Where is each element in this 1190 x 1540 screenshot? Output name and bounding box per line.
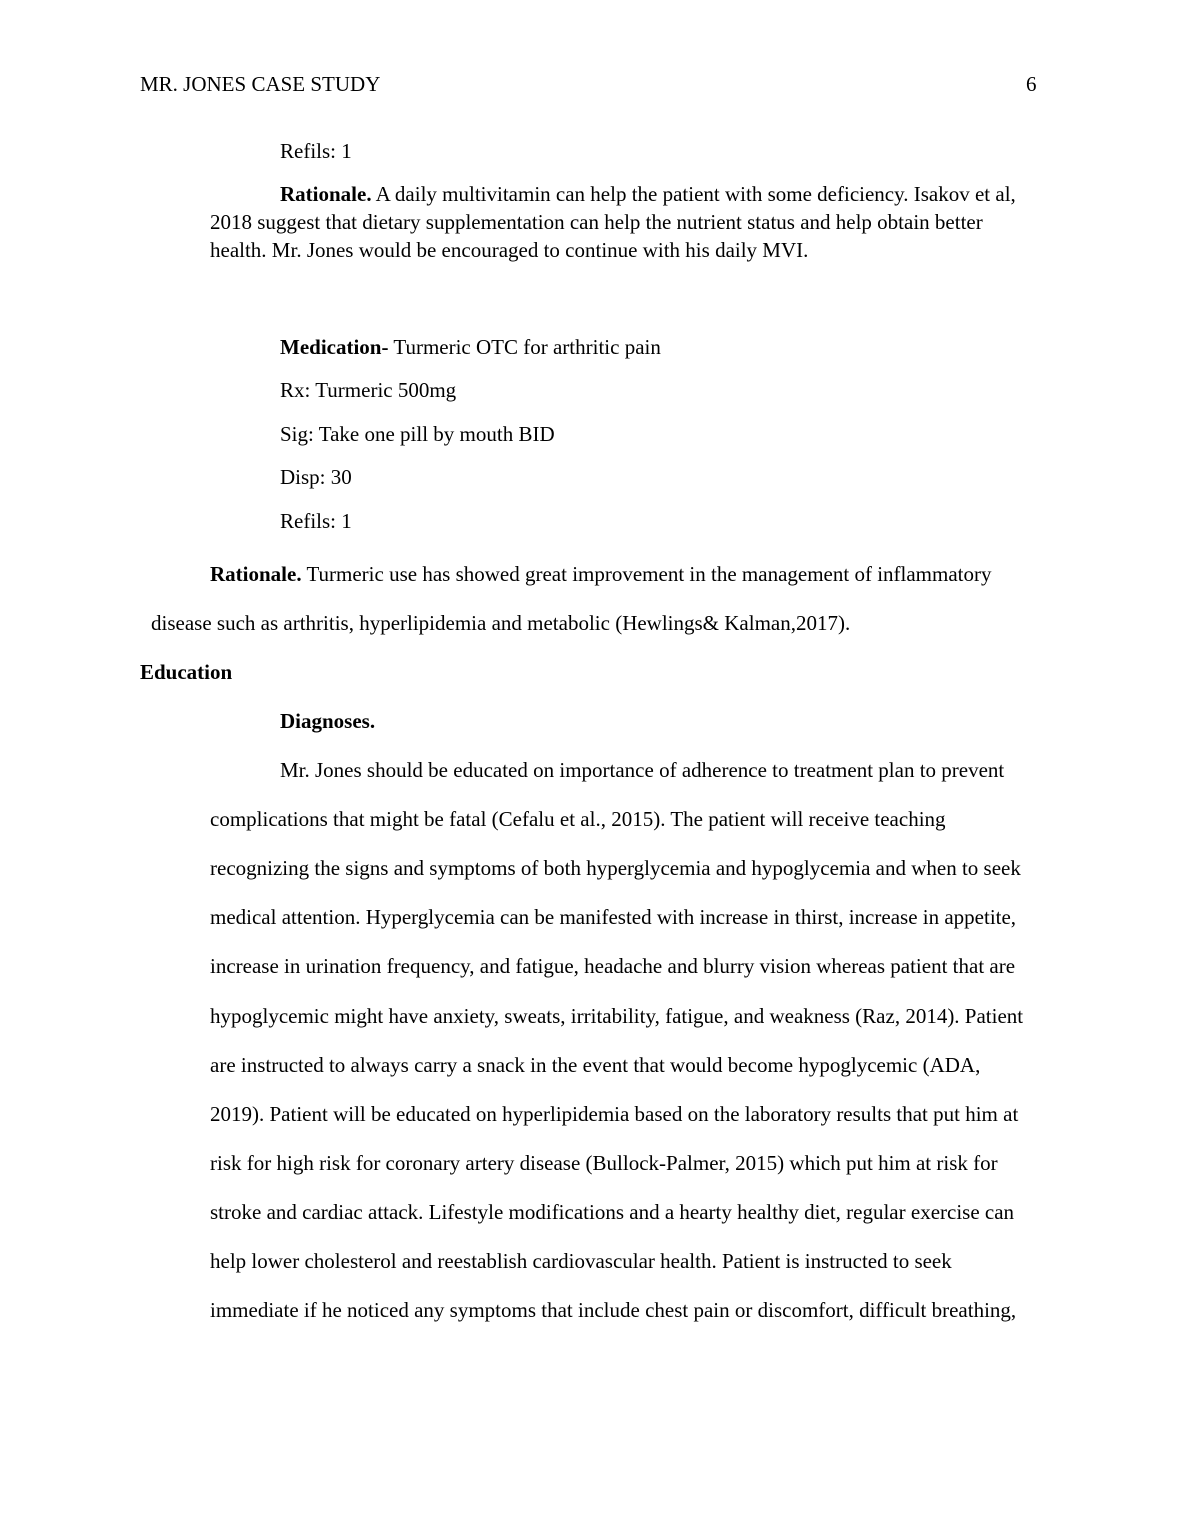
rationale-paragraph-line: [210, 560, 992, 588]
running-head: MR. JONES CASE STUDY: [140, 72, 381, 96]
education-paragraph-line: help lower cholesterol and reestablish cardiovascular health. Patient is instructed to seek: [210, 1249, 952, 1273]
rationale-paragraph-line: disease such as arthritis, hyperlipidemia and metabolic (Hewlings& Kalman,2017).: [151, 611, 851, 635]
refills-line: Refils: 1: [280, 139, 352, 163]
rationale-text: Turmeric use has showed great improvement in the management of inflammatory: [301, 562, 992, 586]
medication-label: Medication-: [280, 335, 389, 359]
education-paragraph-line: recognizing the signs and symptoms of both hyperglycemia and hypoglycemia and when to seek: [210, 856, 1021, 880]
education-paragraph-line: risk for high risk for coronary artery disease (Bullock-Palmer, 2015) which put him at risk for: [210, 1151, 998, 1175]
medication-line: [280, 333, 661, 361]
rationale-text: A daily multivitamin can help the patient with some deficiency. Isakov et al,: [371, 182, 1016, 206]
education-paragraph-line: complications that might be fatal (Cefalu et al., 2015). The patient will receive teaching: [210, 807, 946, 831]
rationale-label: Rationale.: [280, 182, 372, 206]
education-paragraph-line: increase in urination frequency, and fatigue, headache and blurry vision whereas patient that are: [210, 954, 1016, 978]
rationale-paragraph-line: 2018 suggest that dietary supplementation can help the nutrient status and help obtain better: [210, 210, 983, 234]
education-paragraph-line: Mr. Jones should be educated on importance of adherence to treatment plan to prevent: [280, 758, 1005, 782]
refills-line: Refils: 1: [280, 509, 352, 533]
rationale-label: Rationale.: [210, 562, 302, 586]
section-heading-education: Education: [140, 660, 233, 684]
education-paragraph-line: are instructed to always carry a snack in the event that would become hypoglycemic (ADA,: [210, 1053, 981, 1077]
education-paragraph-line: hypoglycemic might have anxiety, sweats, irritability, fatigue, and weakness (Raz, 2014). Patient: [210, 1004, 1024, 1028]
subheading-diagnoses: Diagnoses.: [280, 709, 376, 733]
disp-line: Disp: 30: [280, 465, 352, 489]
rationale-paragraph-line: health. Mr. Jones would be encouraged to continue with his daily MVI.: [210, 238, 809, 262]
rationale-paragraph-line: [280, 180, 1016, 208]
medication-text: Turmeric OTC for arthritic pain: [388, 335, 661, 359]
page-number: 6: [1026, 72, 1037, 96]
education-paragraph-line: medical attention. Hyperglycemia can be manifested with increase in thirst, increase in appetite,: [210, 905, 1017, 929]
education-paragraph-line: 2019). Patient will be educated on hyperlipidemia based on the laboratory results that put him at: [210, 1102, 1019, 1126]
education-paragraph-line: immediate if he noticed any symptoms that include chest pain or discomfort, difficult breathing,: [210, 1298, 1017, 1322]
rx-line: Rx: Turmeric 500mg: [280, 378, 457, 402]
education-paragraph-line: stroke and cardiac attack. Lifestyle modifications and a hearty healthy diet, regular exercise can: [210, 1200, 1015, 1224]
sig-line: Sig: Take one pill by mouth BID: [280, 422, 555, 446]
